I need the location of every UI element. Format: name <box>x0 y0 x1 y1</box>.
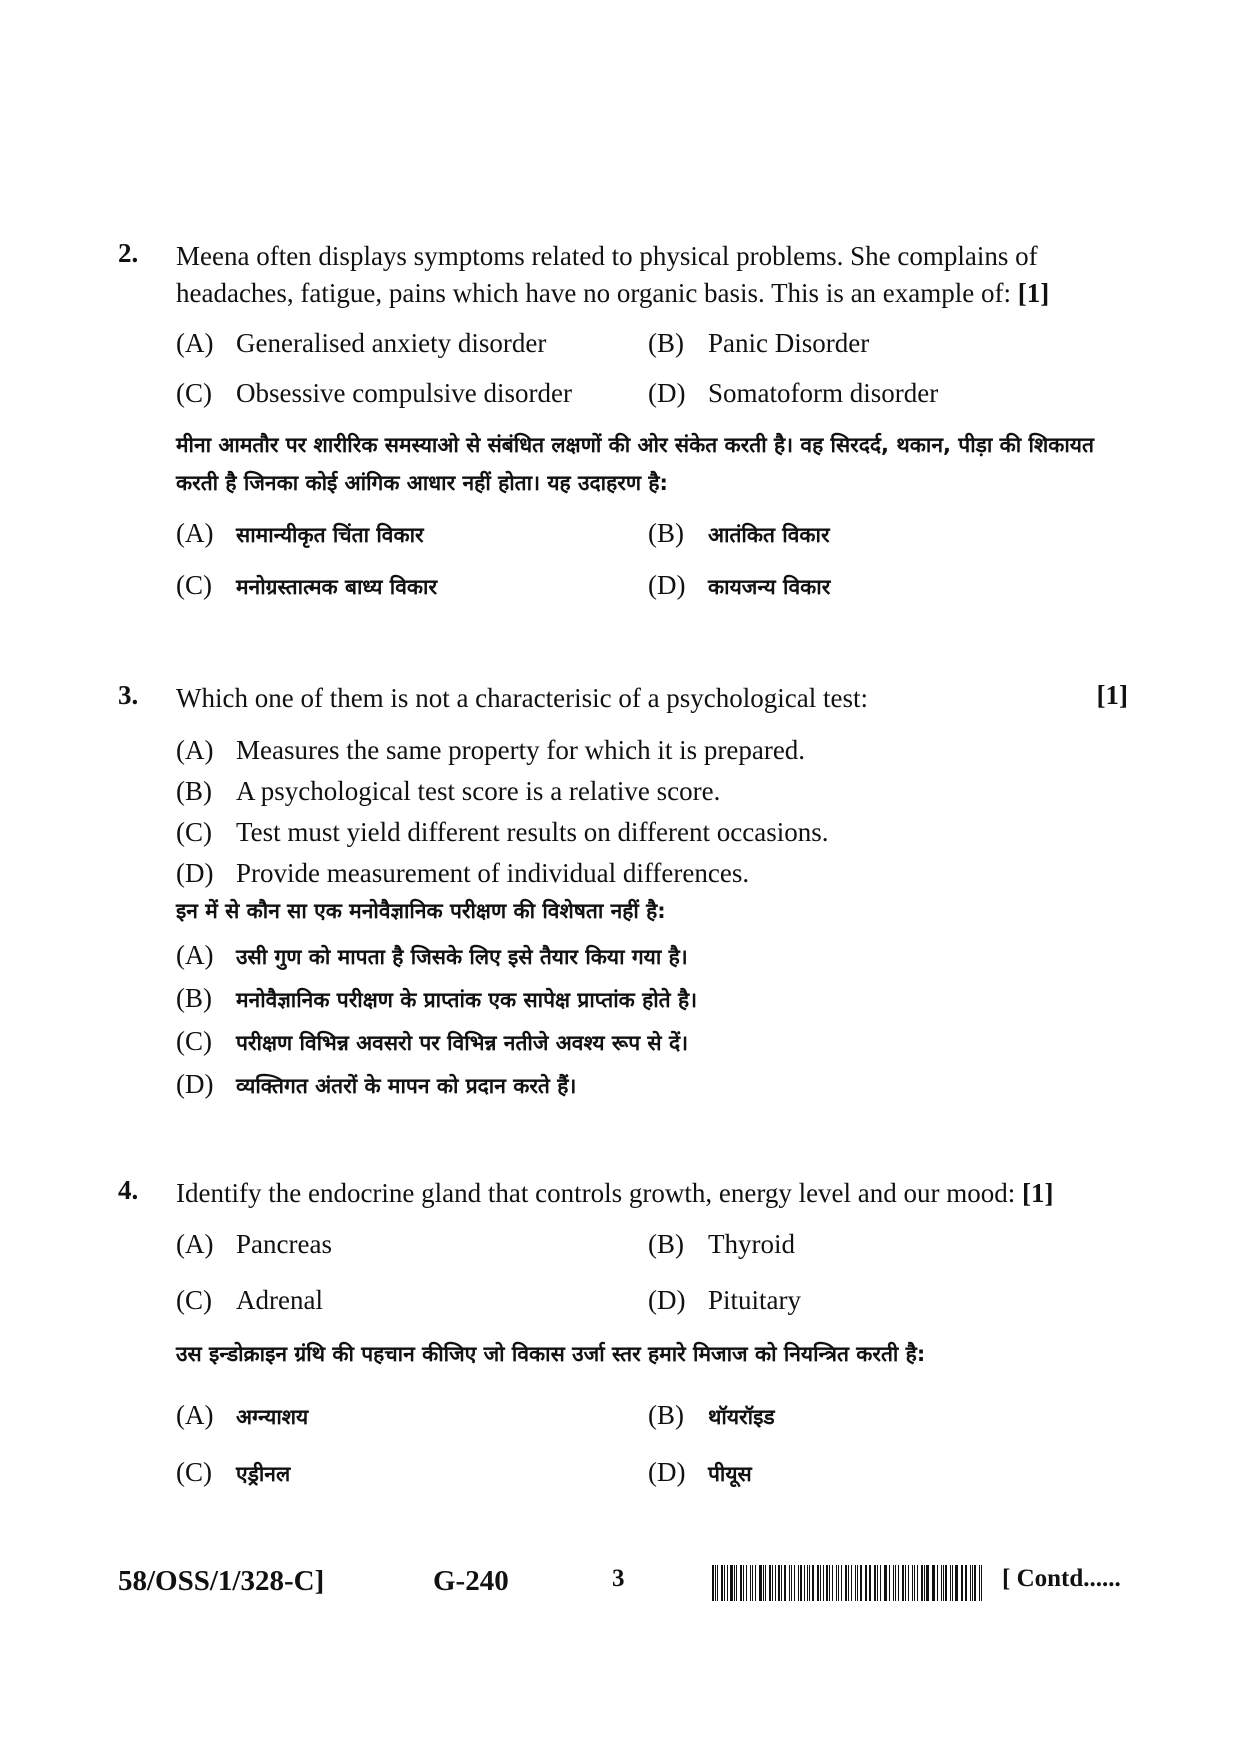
hindi-option-b: (B) आतंकित विकार <box>648 518 830 548</box>
barcode-bar <box>893 1565 895 1601</box>
barcode-bar <box>823 1565 824 1601</box>
barcode-bar <box>884 1565 885 1601</box>
barcode-bar <box>943 1565 944 1601</box>
barcode-bar <box>855 1565 856 1601</box>
barcode-bar <box>874 1565 876 1601</box>
barcode-bar <box>857 1565 858 1601</box>
question-marks: [1] <box>1017 278 1050 308</box>
barcode-bar <box>970 1565 971 1601</box>
barcode-bar <box>924 1565 925 1601</box>
question-number: 2. <box>118 238 139 268</box>
barcode-bar <box>736 1565 737 1601</box>
barcode-bar <box>794 1565 796 1601</box>
question-4 <box>118 1175 1128 1505</box>
barcode-bar <box>974 1565 976 1601</box>
barcode-bar <box>826 1565 828 1601</box>
barcode-bar <box>812 1565 814 1601</box>
series-code: G-240 <box>433 1565 509 1597</box>
option-a: (A) Pancreas <box>176 1229 332 1259</box>
barcode-bar <box>817 1565 819 1601</box>
hindi-option-b: (B) मनोवैज्ञानिक परीक्षण के प्राप्तांक एक सापेक्ष प्राप्तांक होते है। <box>176 983 698 1013</box>
question-text: Which one of them is not a characterisic of a psychological test: <box>176 683 869 713</box>
barcode-bar <box>740 1565 742 1601</box>
barcode-bar <box>789 1565 790 1601</box>
question-text <box>176 238 1128 312</box>
barcode-bar <box>952 1565 954 1601</box>
barcode-bar <box>981 1565 982 1601</box>
barcode-bar <box>889 1565 890 1601</box>
barcode-bar <box>791 1565 792 1601</box>
barcode-bar <box>755 1565 757 1601</box>
barcode-bar <box>941 1565 942 1601</box>
page-number: 3 <box>612 1565 625 1592</box>
barcode-bar <box>836 1565 838 1601</box>
barcode-bar <box>734 1565 735 1601</box>
barcode-bar <box>926 1565 928 1601</box>
barcode-bar <box>908 1565 909 1601</box>
barcode-bar <box>841 1565 842 1601</box>
barcode-bar <box>772 1565 773 1601</box>
question-text <box>176 1175 1128 1212</box>
barcode-bar <box>914 1565 915 1601</box>
barcode-bar <box>898 1565 899 1601</box>
question-marks: [1] <box>1096 680 1128 710</box>
barcode <box>712 1565 984 1601</box>
barcode-bar <box>746 1565 747 1601</box>
option-c: (C) Test must yield different results on different occasions. <box>176 817 829 847</box>
barcode-bar <box>759 1565 761 1601</box>
barcode-bar <box>829 1565 830 1601</box>
barcode-bar <box>905 1565 906 1601</box>
option-b: (B) Panic Disorder <box>648 328 870 358</box>
question-number: 4. <box>118 1175 139 1205</box>
barcode-bar <box>860 1565 862 1601</box>
option-a: (A) Generalised anxiety disorder <box>176 328 547 358</box>
barcode-bar <box>921 1565 923 1601</box>
hindi-option-c: (C) परीक्षण विभिन्न अवसरो पर विभिन्न नतीजे अवश्य रूप से दें। <box>176 1026 689 1056</box>
option-a: (A) Measures the same property for which it is prepared. <box>176 735 806 765</box>
barcode-bar <box>727 1565 728 1601</box>
barcode-bar <box>933 1565 935 1601</box>
barcode-bar <box>912 1565 914 1601</box>
option-c: (C) Obsessive compulsive disorder <box>176 378 572 408</box>
barcode-bar <box>869 1565 871 1601</box>
barcode-bar <box>721 1565 723 1601</box>
barcode-bar <box>880 1565 881 1601</box>
barcode-bar <box>763 1565 764 1601</box>
barcode-bar <box>781 1565 782 1601</box>
barcode-bar <box>961 1565 962 1601</box>
option-b: (B) A psychological test score is a relative score. <box>176 776 721 806</box>
barcode-bar <box>752 1565 753 1601</box>
hindi-question-text: उस इन्डोक्राइन ग्रंथि की पहचान कीजिए जो विकास उर्जा स्तर हमारे मिजाज को नियन्त्रित करती है: <box>176 1342 926 1366</box>
barcode-bar <box>845 1565 847 1601</box>
barcode-bar <box>724 1565 725 1601</box>
barcode-bar <box>848 1565 849 1601</box>
option-d: (D) Pituitary <box>648 1285 801 1315</box>
paper-code: 58/OSS/1/328-C] <box>118 1565 325 1597</box>
barcode-bar <box>804 1565 805 1601</box>
barcode-bar <box>866 1565 867 1601</box>
barcode-bar <box>730 1565 732 1601</box>
barcode-bar <box>715 1565 716 1601</box>
barcode-bar <box>778 1565 780 1601</box>
hindi-option-a: (A) अग्न्याशय <box>176 1400 309 1430</box>
barcode-bar <box>865 1565 866 1601</box>
hindi-option-b: (B) थॉयरॉइड <box>648 1400 775 1430</box>
barcode-bar <box>807 1565 808 1601</box>
barcode-bar <box>832 1565 833 1601</box>
barcode-bar <box>765 1565 766 1601</box>
hindi-option-c: (C) मनोग्रस्तात्मक बाध्य विकार <box>176 570 438 600</box>
barcode-bar <box>965 1565 967 1601</box>
question-number: 3. <box>118 680 139 710</box>
question-text-body: Meena often displays symptoms related to physical problems. She complains of headaches, fatigue, pains which have no organic basis. This is an example of: <box>176 241 1038 308</box>
barcode-bar <box>877 1565 878 1601</box>
hindi-question-text: इन में से कौन सा एक मनोवैज्ञानिक परीक्षण की विशेषता नहीं है: <box>176 899 666 923</box>
barcode-bar <box>769 1565 771 1601</box>
question-2 <box>118 238 1128 608</box>
option-c: (C) Adrenal <box>176 1285 323 1315</box>
barcode-bar <box>932 1565 933 1601</box>
barcode-bar <box>743 1565 745 1601</box>
barcode-bar <box>979 1565 980 1601</box>
barcode-bar <box>972 1565 973 1601</box>
hindi-question-text: मीना आमतौर पर शारीरिक समस्याओ से संबंधित लक्षणों की ओर संकेत करती है। वह सिरदर्द, थकान, पीड़ा की शिकायत करती है जिनका कोई आंगिक आधार नहीं होता। यह उदाहरण है: <box>176 433 1094 495</box>
barcode-bar <box>800 1565 802 1601</box>
question-text-body: Identify the endocrine gland that controls growth, energy level and our mood: <box>176 1178 1016 1208</box>
barcode-bar <box>784 1565 786 1601</box>
barcode-bar <box>902 1565 904 1601</box>
barcode-bar <box>809 1565 810 1601</box>
barcode-bar <box>717 1565 718 1601</box>
barcode-bar <box>955 1565 957 1601</box>
hindi-option-d: (D) व्यक्तिगत अंतरों के मापन को प्रदान करते हैं। <box>176 1069 577 1099</box>
continued-label: [ Contd...... <box>1002 1565 1121 1592</box>
hindi-option-d: (D) कायजन्य विकार <box>648 570 831 600</box>
barcode-bar <box>962 1565 963 1601</box>
barcode-bar <box>895 1565 896 1601</box>
barcode-bar <box>885 1565 887 1601</box>
hindi-option-d: (D) पीयूस <box>648 1457 752 1487</box>
option-d: (D) Somatoform disorder <box>648 378 939 408</box>
barcode-bar <box>838 1565 839 1601</box>
question-3 <box>118 680 1128 1100</box>
option-d: (D) Provide measurement of individual differences. <box>176 858 750 888</box>
barcode-bar <box>750 1565 751 1601</box>
barcode-bar <box>851 1565 853 1601</box>
option-b: (B) Thyroid <box>648 1229 795 1259</box>
barcode-bar <box>917 1565 918 1601</box>
question-marks: [1] <box>1022 1178 1054 1208</box>
hindi-option-a: (A) सामान्यीकृत चिंता विकार <box>176 518 424 548</box>
barcode-bar <box>712 1565 714 1601</box>
barcode-bar <box>820 1565 821 1601</box>
hindi-option-c: (C) एड्रीनल <box>176 1457 291 1487</box>
barcode-bar <box>945 1565 947 1601</box>
barcode-bar <box>798 1565 799 1601</box>
barcode-bar <box>937 1565 938 1601</box>
barcode-bar <box>950 1565 951 1601</box>
hindi-option-a: (A) उसी गुण को मापता है जिसके लिए इसे तैयार किया गया है। <box>176 940 688 970</box>
barcode-bar <box>775 1565 776 1601</box>
